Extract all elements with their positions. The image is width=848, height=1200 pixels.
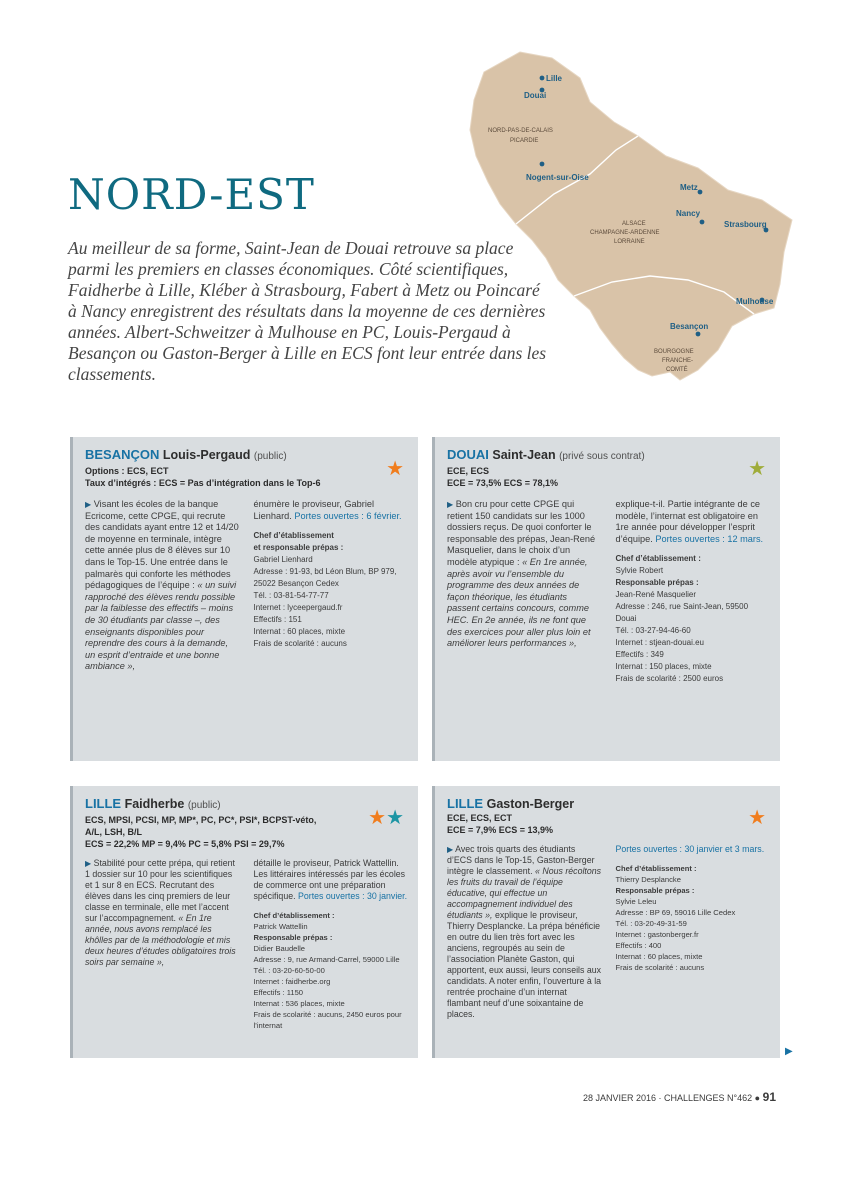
info-line: Frais de scolarité : aucuns, 2450 euros pour l’internat <box>253 1010 402 1030</box>
info-line: Chef d’établissement : <box>253 911 335 920</box>
card-quote: « un suivi rapproché des élèves rendu possible par la faiblesse des effectifs – moins de 30 étudiants par classe –, des enseignants disponibles pour reprendre des cours à la demande, un esprit d’entraide et une bonne ambiance », <box>85 580 237 672</box>
region-bfc-line3: COMTÉ <box>666 367 688 373</box>
card-rate: Taux d’intégrés : ECS = Pas d’intégration dans le Top-6 <box>85 478 321 488</box>
card-column-right <box>616 499 771 685</box>
triangle-bullet-icon: ▶ <box>447 845 454 854</box>
info-line: Tél. : 03-20-49-31-59 <box>615 919 687 928</box>
city-metz: Metz <box>680 183 698 192</box>
card-body <box>85 499 408 673</box>
info-line: Effectifs : 400 <box>615 941 662 950</box>
school-info <box>616 553 771 685</box>
info-line: Frais de scolarité : aucuns <box>615 963 705 972</box>
triangle-bullet-icon: ▶ <box>85 859 92 868</box>
triangle-bullet-icon: ▶ <box>447 500 454 509</box>
footer-text: 28 JANVIER 2016 · CHALLENGES N°462 ● <box>583 1093 761 1103</box>
page-number: 91 <box>762 1090 776 1104</box>
card-paragraph <box>85 499 240 673</box>
open-days: Portes ouvertes : 6 février. <box>294 510 402 521</box>
card-title <box>85 447 408 465</box>
card-body <box>85 858 408 1031</box>
card-header <box>85 796 408 850</box>
school-info <box>254 530 409 650</box>
city-nancy: Nancy <box>676 209 701 218</box>
info-line: Tél. : 03-20-60-50-00 <box>253 966 325 975</box>
card-school: Faidherbe <box>124 797 185 811</box>
card-city: LILLE <box>447 796 484 811</box>
info-line: Thierry Desplancke <box>615 875 681 884</box>
city-mulhouse: Mulhouse <box>736 297 774 306</box>
card-title <box>447 447 770 465</box>
info-line: Effectifs : 1150 <box>253 988 304 997</box>
page-footer <box>583 1090 776 1104</box>
info-line: Chef d’établissement : <box>615 554 701 564</box>
info-line: Internat : 60 places, mixte <box>615 952 703 961</box>
card-city: BESANÇON <box>85 447 160 462</box>
info-line: Adresse : BP 69, 59016 Lille Cedex <box>615 908 736 917</box>
card-header <box>85 447 408 489</box>
card-options: ECE, ECS <box>447 466 490 476</box>
info-line: Effectifs : 151 <box>253 615 302 625</box>
region-bfc-line1: BOURGOGNE <box>654 349 694 355</box>
card-paragraph <box>254 499 409 522</box>
open-days: Portes ouvertes : 30 janvier. <box>298 891 408 901</box>
info-line: Didier Baudelle <box>253 944 305 953</box>
card-title <box>85 796 408 814</box>
info-line: Internet : lyceepergaud.fr <box>253 603 343 613</box>
card-options: ECE, ECS, ECT <box>447 813 513 823</box>
info-line: Internat : 536 places, mixte <box>253 999 345 1008</box>
card-besancon <box>70 437 418 761</box>
card-column-right <box>254 858 409 1031</box>
card-school: Louis-Pergaud <box>162 448 251 462</box>
region-est-line1: ALSACE <box>622 221 646 227</box>
info-line: Responsable prépas : <box>253 933 333 942</box>
info-line: Tél. : 03-27-94-46-60 <box>615 626 691 636</box>
card-text: détaille le proviseur, Patrick Wattellin. Les littéraires intéressés par les écoles de commerce ont une préparation spécifique. <box>253 858 406 901</box>
rating-stars <box>368 808 404 828</box>
card-title <box>447 796 770 812</box>
card-header <box>447 447 770 489</box>
card-body <box>447 844 770 1020</box>
card-status: (privé sous contrat) <box>559 451 645 462</box>
rating-stars <box>386 459 404 479</box>
card-quote: « En 1re année, nous avons remplacé les khôlles par de la méthodologie et mis deux heures d’études obligatoires trois soirs par semaine », <box>85 913 236 967</box>
info-line: Effectifs : 349 <box>615 650 664 660</box>
rating-stars <box>748 459 766 479</box>
dot-lille <box>540 76 545 81</box>
continue-arrow-icon: ▶ <box>785 1046 793 1057</box>
card-douai <box>432 437 780 761</box>
info-line: Frais de scolarité : 2500 euros <box>615 674 724 684</box>
card-column-left <box>447 499 602 685</box>
card-text: Stabilité pour cette prépa, qui retient 1 dossier sur 10 pour les scientifiques et 1 sur 8 en ECS. Recrutant des élèves dans les cinq premiers de leur classe en terminale, elle met l’accent sur l’accompagnement. <box>85 858 235 923</box>
info-line: Chef d’établissement : <box>615 864 697 873</box>
city-strasbourg: Strasbourg <box>724 220 767 229</box>
card-text: énumère le proviseur, Gabriel Lienhard. <box>253 499 375 521</box>
card-quote: « En 1re année, après avoir vu l’ensemble du programme des deux années de façon théorique, les étudiants passent certains concours, comme HEC. En 2e année, ils ne font que des exercices pour aller plus loin et améliorer leurs performances », <box>447 556 591 649</box>
intro-paragraph: Au meilleur de sa forme, Saint-Jean de Douai retrouve sa place parmi les premiers en classes économiques. Côté scientifiques, Faidherbe à Lille, Kléber à Strasbourg, Fabert à Metz ou Poincaré à Nancy enregistrent des résultats dans la moyenne de ces dernières années. Albert-Schweitzer à Mulhouse en PC, Louis-Pergaud à Besançon ou Gaston-Berger à Lille en ECS font leur entrée dans les classements. <box>68 238 547 384</box>
open-days: Portes ouvertes : 30 janvier et 3 mars. <box>615 844 765 854</box>
info-line: Sylvie Robert <box>615 566 664 576</box>
card-city: LILLE <box>85 796 122 811</box>
rating-stars <box>748 808 766 828</box>
region-est-line3: LORRAINE <box>614 239 645 245</box>
card-column-left <box>447 844 602 1020</box>
card-quote: « Nous récoltons les fruits du travail de l’équipe éducative, qui effectue un accompagnement individuel des étudiants », <box>447 866 602 920</box>
dot-besancon <box>696 332 701 337</box>
card-rate: ECE = 73,5% ECS = 78,1% <box>447 478 559 488</box>
dot-metz <box>698 190 703 195</box>
card-column-right <box>616 844 771 1020</box>
info-line: Adresse : 91-93, bd Léon Blum, BP 979, 25022 Besançon Cedex <box>253 567 397 589</box>
info-line: Adresse : 9, rue Armand-Carrel, 59000 Lille <box>253 955 400 964</box>
card-text: Bon cru pour cette CPGE qui retient 150 candidats sur les 1000 dossiers reçus. De quoi conforter le responsable des prépas, Jean-René Masquelier, dans le choix d’un modèle atypique : <box>447 499 596 567</box>
school-info <box>616 863 771 973</box>
card-paragraph <box>85 858 240 968</box>
card-paragraph <box>254 858 409 902</box>
star-icon: ★ <box>368 807 387 829</box>
region-nord-line2: PICARDIE <box>510 138 539 144</box>
school-info <box>254 910 409 1031</box>
card-text: Visant les écoles de la banque Ecricome, cette CPGE, qui recrute des candidats ayant entre 12 et 14/20 de moyenne en terminale, intègre cette année plus de 8 élèves sur 10 dans le Top-15. Une entrée dans le palmarès qui conforte les méthodes pédagogiques de l’équipe : <box>85 499 239 591</box>
info-line: Internat : 60 places, mixte <box>253 627 346 637</box>
card-text: Avec trois quarts des étudiants d’ECS dans le Top-15, Gaston-Berger intègre le classement. <box>447 844 595 876</box>
card-body <box>447 499 770 685</box>
info-line: Sylvie Leleu <box>615 897 657 906</box>
card-lille-faidherbe <box>70 786 418 1058</box>
info-line: Internet : stjean-douai.eu <box>615 638 705 648</box>
open-days: Portes ouvertes : 12 mars. <box>655 533 764 544</box>
city-lille: Lille <box>546 74 563 83</box>
card-text: explique-t-il. Partie intégrante de ce modèle, l’internat est obligatoire en 1re année pour développer l’esprit d’équipe. <box>615 499 761 544</box>
info-line: Responsable prépas : <box>615 578 699 588</box>
card-text: explique le proviseur, Thierry Desplancke. La prépa bénéficie en outre du lien très fort avec les anciens, regroupés au sein de l’association Planète Gaston, qui apportent, eux aussi, leurs conseils aux candidats. A noter enfin, l’ouverture à la rentrée prochaine d’un internat flambant neuf d’une soixantaine de places. <box>447 910 602 1019</box>
info-line: Responsable prépas : <box>615 886 695 895</box>
info-line: Patrick Wattellin <box>253 922 308 931</box>
triangle-bullet-icon: ▶ <box>85 500 92 509</box>
card-column-left <box>85 858 240 1031</box>
city-besancon: Besançon <box>670 322 709 331</box>
dot-nancy <box>700 220 705 225</box>
star-icon: ★ <box>386 458 404 480</box>
dot-nogent <box>540 162 545 167</box>
city-douai: Douai <box>524 91 547 100</box>
info-line: Chef d’établissement <box>253 531 334 541</box>
info-line: Internet : gastonberger.fr <box>615 930 699 939</box>
region-nord-line1: NORD-PAS-DE-CALAIS <box>488 128 553 134</box>
card-paragraph <box>447 844 602 1020</box>
card-rate: ECS = 22,2% MP = 9,4% PC = 5,8% PSI = 29,7% <box>85 839 285 849</box>
info-line: Frais de scolarité : aucuns <box>253 639 347 649</box>
info-line: Gabriel Lienhard <box>253 555 313 565</box>
info-line: Adresse : 246, rue Saint-Jean, 59500 Douai <box>615 602 749 624</box>
page-title: NORD-EST <box>68 170 315 219</box>
region-est-line2: CHAMPAGNE-ARDENNE <box>590 230 660 236</box>
card-school: Gaston-Berger <box>486 797 575 811</box>
city-nogent: Nogent-sur-Oise <box>526 173 589 182</box>
card-paragraph <box>447 499 602 650</box>
info-line: Tél. : 03-81-54-77-77 <box>253 591 329 601</box>
card-paragraph <box>616 499 771 545</box>
card-options: Options : ECS, ECT <box>85 466 169 476</box>
info-line: Jean-René Masquelier <box>615 590 696 600</box>
card-column-left <box>85 499 240 673</box>
region-bfc-line2: FRANCHE- <box>662 358 693 364</box>
card-status: (public) <box>187 800 221 811</box>
star-icon: ★ <box>386 807 404 829</box>
card-status: (public) <box>253 451 287 462</box>
star-icon: ★ <box>748 807 766 829</box>
info-line: Internat : 150 places, mixte <box>615 662 712 672</box>
card-options: ECS, MPSI, PCSI, MP, MP*, PC, PC*, PSI*, BCPST-véto, A/L, LSH, B/L <box>85 815 317 837</box>
card-lille-gaston-berger <box>432 786 780 1058</box>
info-line: et responsable prépas : <box>253 543 344 553</box>
card-city: DOUAI <box>447 447 489 462</box>
card-school: Saint-Jean <box>492 448 556 462</box>
star-icon: ★ <box>748 458 766 480</box>
card-column-right <box>254 499 409 673</box>
card-header <box>447 796 770 836</box>
info-line: Internet : faidherbe.org <box>253 977 331 986</box>
card-rate: ECE = 7,9% ECS = 13,9% <box>447 825 554 835</box>
card-paragraph <box>616 844 771 855</box>
